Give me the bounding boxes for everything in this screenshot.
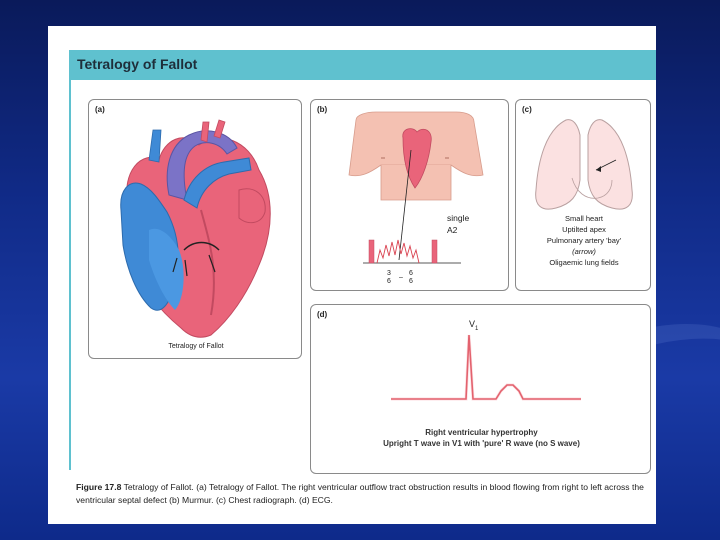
panel-c-line2: Uptilted apex — [562, 225, 606, 234]
document-page — [48, 26, 656, 524]
panel-a-caption: Tetralogy of Fallot — [168, 343, 224, 350]
panel-c-line5: Oligaemic lung fields — [549, 258, 619, 267]
heart-diagram — [89, 100, 303, 360]
fraction-dash: – — [399, 274, 403, 281]
title-bar — [69, 50, 656, 80]
panel-a-label: (a) — [95, 105, 105, 114]
panel-c-label: (c) — [522, 105, 532, 114]
figure-caption — [76, 481, 651, 507]
murmur-diagram — [311, 100, 510, 292]
fraction-2-den: 6 — [409, 278, 413, 285]
panel-c-line4: (arrow) — [572, 247, 596, 256]
ecg-lead: V — [469, 319, 476, 329]
panel-c — [515, 99, 651, 291]
panel-b-label: (b) — [317, 105, 328, 114]
ecg-lead-sub: 1 — [475, 325, 479, 332]
fraction-1 — [387, 270, 391, 286]
left-rule — [69, 80, 71, 470]
panel-b — [310, 99, 509, 291]
panel-d-line2: Upright T wave in V1 with 'pure' R wave (no S wave) — [383, 439, 580, 448]
page-title: Tetralogy of Fallot — [77, 56, 198, 72]
panel-d — [310, 304, 651, 474]
fraction-2-num: 6 — [409, 270, 413, 277]
ecg-trace — [311, 305, 652, 475]
panel-c-line1: Small heart — [565, 214, 603, 223]
fraction-1-num: 3 — [387, 270, 391, 277]
figure-caption-label: Figure 17.8 — [76, 482, 122, 492]
a2-label: A2 — [447, 225, 458, 235]
fraction-1-den: 6 — [387, 278, 391, 285]
panel-d-label: (d) — [317, 310, 328, 319]
fraction-2 — [409, 270, 413, 286]
panel-d-line1: Right ventricular hypertrophy — [425, 428, 538, 437]
figure-caption-text: Tetralogy of Fallot. (a) Tetralogy of Fallot. The right ventricular outflow tract obstruction results in blood flowing from right to left across the ventricular septal defect (b) Murmur. (c) Chest radiograph. (d) ECG. — [76, 482, 644, 505]
panel-a — [88, 99, 302, 359]
panel-c-line3: Pulmonary artery 'bay' — [546, 236, 622, 245]
single-label: single — [447, 213, 470, 223]
